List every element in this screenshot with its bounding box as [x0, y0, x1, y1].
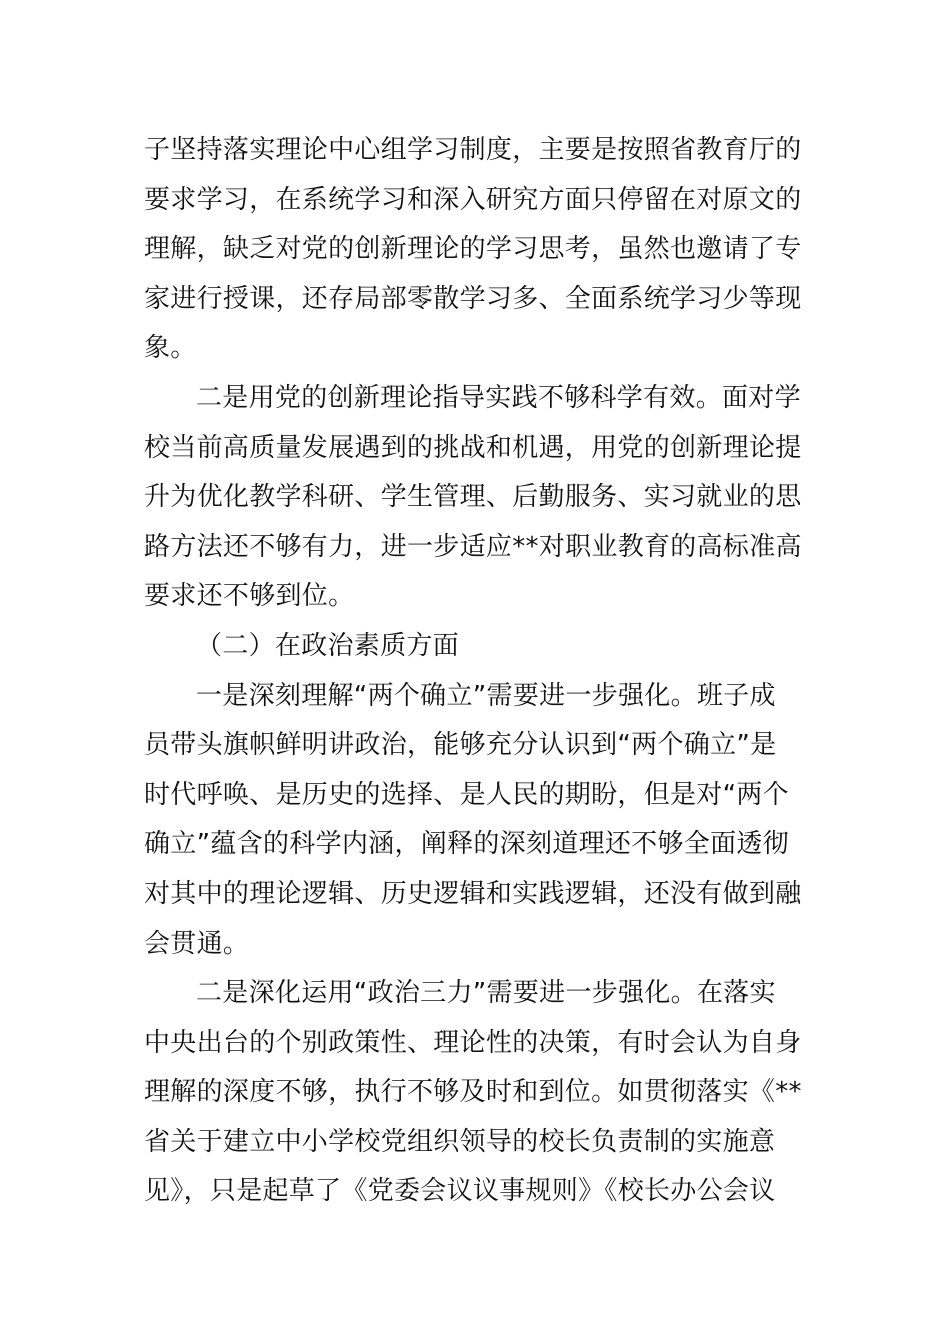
- text-line: 会贯通。: [144, 928, 250, 959]
- text-line: 对其中的理论逻辑、历史逻辑和实践逻辑，还没有做到融: [144, 878, 802, 909]
- text-line: 校当前高质量发展遇到的挑战和机遇，用党的创新理论提: [144, 432, 802, 463]
- text-line: 中央出台的个别政策性、理论性的决策，有时会认为自身: [144, 1027, 802, 1058]
- paragraph-start-line: 二是深化运用“政治三力”需要进一步强化。在落实: [196, 978, 776, 1009]
- text-line: 要求还不够到位。: [144, 581, 355, 612]
- text-line: 时代呼唤、是历史的选择、是人民的期盼，但是对“两个: [144, 779, 789, 810]
- paragraph-start-line: 一是深刻理解“两个确立”需要进一步强化。班子成: [196, 680, 776, 711]
- text-line: 确立”蕴含的科学内涵，阐释的深刻道理还不够全面透彻: [144, 829, 789, 860]
- body-text: [144, 126, 814, 1217]
- text-line: 子坚持落实理论中心组学习制度，主要是按照省教育厅的: [144, 135, 802, 165]
- text-line: 省关于建立中小学校党组织领导的校长负责制的实施意: [144, 1126, 776, 1157]
- text-line: 象。: [144, 333, 197, 364]
- text-line: 员带头旗帜鲜明讲政治，能够充分认识到“两个确立”是: [144, 730, 777, 761]
- text-line: 路方法还不够有力，进一步适应**对职业教育的高标准高: [144, 531, 802, 562]
- paragraph-start-line: 二是用党的创新理论指导实践不够科学有效。面对学: [196, 382, 801, 413]
- text-line: 理解，缺乏对党的创新理论的学习思考，虽然也邀请了专: [144, 234, 802, 265]
- text-line: 家进行授课，还存局部零散学习多、全面系统学习少等现: [144, 283, 802, 314]
- text-line: 升为优化教学科研、学生管理、后勤服务、实习就业的思: [144, 482, 802, 513]
- text-line: 理解的深度不够，执行不够及时和到位。如贯彻落实《**: [144, 1077, 802, 1108]
- section-heading: （二）在政治素质方面: [196, 630, 460, 661]
- text-line: 要求学习，在系统学习和深入研究方面只停留在对原文的: [144, 184, 802, 215]
- text-line: 见》，只是起草了《党委会议议事规则》《校长办公会议: [144, 1176, 776, 1207]
